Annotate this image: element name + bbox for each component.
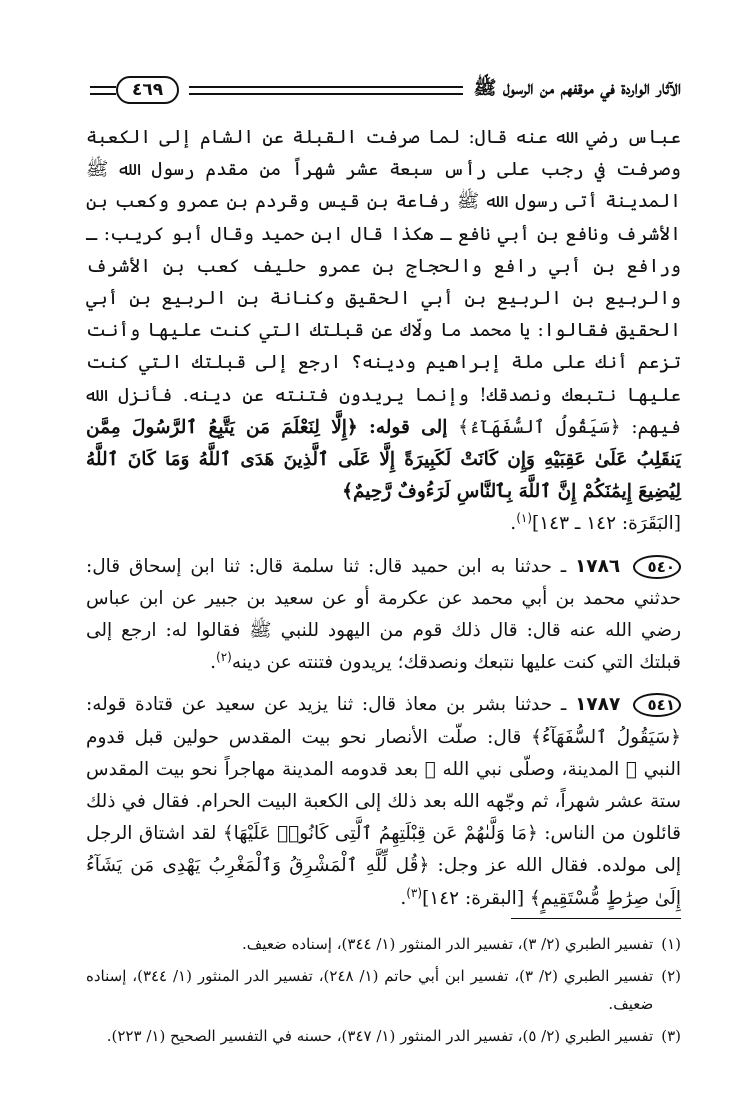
header-rule	[189, 86, 463, 95]
page-number: ٤٦٩	[116, 76, 179, 104]
footnote-separator	[511, 918, 681, 919]
text-line: أنك على ملة إبراهيم ودينه؟ ارجع إلى قبلتك التي كنت عليها نتبعك	[86, 352, 682, 406]
footnote-text: تفسير الطبري (٢/ ٣)، تفسير الدر المنثور (١/ ٣٤٤)، إسناده ضعيف.	[242, 935, 654, 953]
hadith-number: ١٧٨٦	[575, 555, 621, 577]
text-line: عباس رضي الله عنه قال: قال ذلك قوم من اليهود للنبي ﷺ فقالوا له: ارجع إلى قبلتك	[86, 587, 681, 674]
footnote-number: (١)	[661, 935, 681, 953]
footnote	[86, 1022, 681, 1050]
text-line: أبي الحقيق فقالوا: يا محمد ما ولّاك عن قبلتك التي كنت عليها وأنت تزعم	[86, 288, 681, 374]
text-line: بيت المقدس ستة عشر شهراً، ثم وجّهه الله بعد ذلك إلى الكعبة البيت	[86, 758, 681, 813]
footnotes	[86, 930, 681, 1054]
page-number-box	[86, 76, 179, 104]
footnote-ref: (٣)	[406, 885, 423, 900]
footnote-number: (٢)	[661, 967, 681, 985]
text-line: على رأس سبعة عشر شهراً من مقدم رسول الله ﷺ المدينة أتى رسول الله ﷺ	[86, 159, 681, 213]
quran-verse: عَلَى ٱلَّذِينَ هَدَى ٱللَّهُ وَمَا كَانَ ٱللَّهُ لِيُضِيعَ إِيمَٰنَكُمْ إِنَّ ٱللَّهَ بِٱلنَّاسِ لَرَءُوفٌ رَّحِيمٌ﴾	[86, 449, 681, 503]
text-line: التي كنت عليها نتبعك ونصدقك؛ يريدون فتنته عن دينه	[231, 652, 634, 674]
footnote-text: تفسير الطبري (٢/ ٣)، تفسير ابن أبي حاتم (١/ ٢٤٨)، تفسير الدر المنثور (١/ ٣٤٤)، إسناده ضعيف.	[86, 967, 654, 1013]
verse-reference: [البَقَرَة: ١٤٢ ـ ١٤٣]	[532, 513, 681, 535]
paragraph-1: عباس رضي الله عنه قال: لما صرفت القبلة عن الشام إلى الكعبة وصرفت في رجب على رأس سبعة عشر شهراً من مقدم رسول الله ﷺ المدينة أتى رسول الله ﷺ رفاعة بن قيس وقردم بن عمرو وكعب بن الأشرف ونافع بن أبي نافع ـ هكذا قال ابن حميد وقال أبو كريب: ـ ورافع بن أبي رافع والحجاج بن عمرو حليف كعب بن الأشرف والربيع بن الربيع بن أبي الحقيق وكنانة بن الربيع بن أبي الحقيق فقالوا: يا محمد ما ولّاك عن قبلتك التي كنت عليها وأنت تزعم أنك على ملة إبراهيم ودينه؟ ارجع إلى قبلتك التي كنت عليها نتبعك ونصدقك! وإنما يريدون فتنته عن دينه. فأنزل الله فيهم: ﴿سَيَقُولُ ٱلسُّفَهَآءُ﴾ إلى قوله: ﴿إِلَّا لِنَعْلَمَ مَن يَتَّبِعُ ٱلرَّسُولَ مِمَّن يَنقَلِبُ عَلَىٰ عَقِبَيْهِ وَإِن كَانَتْ لَكَبِيرَةً إِلَّا عَلَى ٱلَّذِينَ هَدَى ٱللَّهُ وَمَا كَانَ ٱللَّهُ لِيُضِيعَ إِيمَٰنَكُمْ إِنَّ ٱللَّهَ بِٱلنَّاسِ لَرَءُوفٌ رَّحِيمٌ﴾ [البَقَرَة: ١٤٢ ـ ١٤٣]$^{(١)}$.	[86, 127, 682, 535]
paragraph-3: ٥٤١ ١٧٨٧ ـ حدثنا بشر بن معاذ قال: ثنا يزيد عن سعيد عن قتادة قوله: ﴿سَيَقُولُ ٱلسُّفَهَآءُ﴾ قال: صلّت الأنصار نحو بيت المقدس حولين قبل قدوم النبي ﷺ المدينة، وصلّى نبي الله ﷺ بعد قدومه المدينة مهاجراً نحو بيت المقدس ستة عشر شهراً، ثم وجّهه الله بعد ذلك إلى الكعبة البيت الحرام. فقال في ذلك قائلون من الناس: ﴿مَا وَلَّىٰهُمْ عَن قِبْلَتِهِمُ ٱلَّتِى كَانُوا۟ عَلَيْهَا﴾ لقد اشتاق الرجل إلى مولده. فقال الله عز وجل: ﴿قُل لِّلَّهِ ٱلْمَشْرِقُ وَٱلْمَغْرِبُ يَهْدِى مَن يَشَآءُ إِلَىٰ صِرَٰطٍ مُّسْتَقِيمٍ﴾ [البقرة: ١٤٢]$^{(٣)}$.	[86, 694, 681, 909]
text-line: قدوم النبي ﷺ المدينة، وصلّى نبي الله ﷺ بعد قدومه المدينة مهاجراً نحو	[86, 726, 681, 780]
paragraph-2: ٥٤٠ ١٧٨٦ ـ حدثنا به ابن حميد قال: ثنا سلمة قال: ثنا ابن إسحاق قال: حدثني محمد بن أبي محمد عن عكرمة أو عن سعيد بن جبير عن ابن عباس رضي الله عنه قال: قال ذلك قوم من اليهود للنبي ﷺ فقالوا له: ارجع إلى قبلتك التي كنت عليها نتبعك ونصدقك؛ يريدون فتنته عن دينه$^{(٢)}$.	[86, 555, 681, 674]
text-line: لقد اشتاق الرجل إلى مولده. فقال الله عز وجل: ﴿قُل لِّلَّهِ ٱلْمَشْرِقُ وَٱلْمَغْرِبُ يَهْدِى مَن	[86, 823, 681, 877]
main-text	[86, 122, 681, 915]
text-line: الحرام. فقال في ذلك قائلون من الناس: ﴿مَا وَلَّىٰهُمْ عَن قِبْلَتِهِمُ ٱلَّتِى كَانُوا۟ عَلَيْهَا﴾	[86, 791, 681, 845]
text-line: قوله: ﴿سَيَقُولُ ٱلسُّفَهَآءُ﴾ قال: صلّت الأنصار نحو بيت المقدس حولين قبل	[86, 694, 681, 748]
quran-verse: إلى قوله: ﴿إِلَّا لِنَعْلَمَ مَن يَتَّبِعُ ٱلرَّسُولَ مِمَّن يَنقَلِبُ عَلَىٰ عَقِبَيْهِ وَإِن كَانَتْ لَكَبِيرَةً إِلَّا	[86, 416, 681, 471]
text-line: رفاعة بن قيس وقردم بن عمرو وكعب بن الأشرف ونافع بن أبي نافع ـ هكذا	[86, 191, 681, 245]
text-line: حليف كعب بن الأشرف والربيع بن الربيع بن أبي الحقيق وكنانة بن الربيع بن	[86, 255, 681, 310]
text-line: ونصدقك! وإنما يريدون فتنته عن دينه. فأنزل الله فيهم: ﴿سَيَقُولُ ٱلسُّفَهَآءُ﴾	[86, 384, 681, 438]
text-line: يَشَآءُ إِلَىٰ صِرَٰطٍ مُّسْتَقِيمٍ﴾ [البقرة: ١٤٢]	[86, 855, 681, 909]
footnote-number: (٣)	[661, 1027, 681, 1045]
text-line: قال: حدثني محمد بن أبي محمد عن عكرمة أو عن سعيد بن جبير عن ابن	[86, 555, 681, 609]
footnote-ref: (٢)	[216, 650, 232, 665]
text-line: ـ حدثنا به ابن حميد قال: ثنا سلمة قال: ثنا ابن إسحاق	[129, 555, 567, 577]
narration-number-badge: ٥٤١	[633, 693, 681, 717]
footnote-ref: (١)	[516, 511, 533, 526]
text-line: قال ابن حميد وقال أبو كريب: ـ ورافع بن أبي رافع والحجاج بن عمرو	[86, 223, 681, 277]
hadith-number: ١٧٨٧	[575, 694, 621, 716]
text-line: عباس رضي الله عنه قال: لما صرفت القبلة عن الشام إلى الكعبة وصرفت في رجب	[86, 127, 681, 181]
page-header	[86, 70, 681, 110]
footnote-text: تفسير الطبري (٢/ ٥)، تفسير الدر المنثور (١/ ٣٤٧)، حسنه في التفسير الصحيح (١/ ٢٢٣).	[106, 1027, 654, 1045]
running-title: الآثار الواردة في موقفهم من الرسول ﷺ	[473, 77, 681, 99]
header-side-rule	[90, 86, 116, 95]
footnote	[86, 962, 681, 1018]
text-line: ـ حدثنا بشر بن معاذ قال: ثنا يزيد عن سعيد عن قتادة	[134, 694, 567, 716]
footnote	[86, 930, 681, 958]
narration-number-badge: ٥٤٠	[633, 555, 681, 579]
